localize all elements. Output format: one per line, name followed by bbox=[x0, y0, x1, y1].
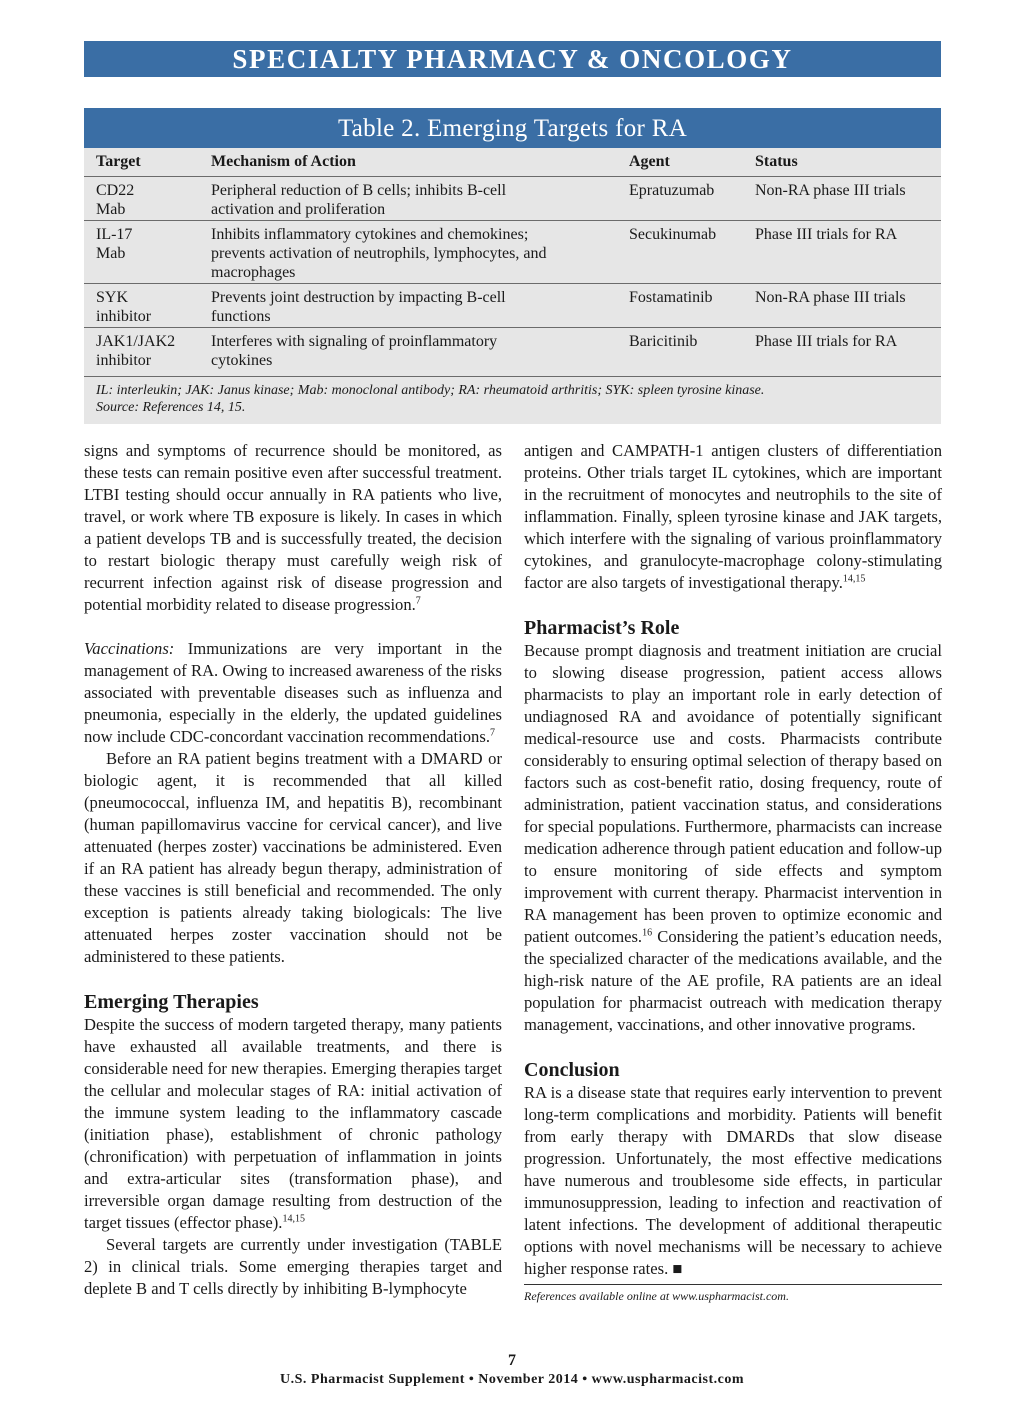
end-mark-icon: ■ bbox=[672, 1259, 683, 1278]
right-column bbox=[524, 440, 942, 1304]
table-title: Table 2. Emerging Targets for RA bbox=[84, 108, 941, 148]
table-notes bbox=[96, 382, 764, 416]
cell-status: Non-RA phase III trials bbox=[755, 182, 906, 199]
heading-conclusion: Conclusion bbox=[524, 1059, 620, 1081]
cell-target: CD22 Mab bbox=[96, 182, 135, 218]
table-row bbox=[84, 283, 941, 327]
cell-mechanism: Interferes with signaling of proinflammatory cytokines bbox=[211, 333, 498, 369]
heading-pharmacists-role: Pharmacist’s Role bbox=[524, 617, 680, 639]
paragraph: Before an RA patient begins treatment with a DMARD or biologic agent, it is recommended that all killed (pneumococcal, influenza IM, and hepatitis B), recombinant (human papillomavirus vaccine for cervical cancer), and live attenuated (herpes zoster) vaccinations be administered. Even if an RA patient has already begun therapy, administration of these vaccines is still beneficial and recommended. The only exception is patients already taking biologicals: The live attenuated herpes zoster vaccination should not be administered to these patients. bbox=[84, 749, 502, 966]
paragraph: signs and symptoms of recurrence should be monitored, as these tests can remain positive even after successful treatment. LTBI testing should occur annually in RA patients who live, travel, or work where TB exposure is likely. In cases in which a patient develops TB and is successfully treated, the decision to restart biologic therapy must carefully weigh risk of recurrent infection against risk of disease progression and potential morbidity related to disease progression.$^7$ bbox=[84, 441, 502, 614]
cell-agent: Secukinumab bbox=[629, 226, 717, 243]
cell-mechanism: Peripheral reduction of B cells; inhibits B-cell activation and proliferation bbox=[211, 182, 507, 218]
paragraph: RA is a disease state that requires early intervention to prevent long-term complications and morbidity. Patients will benefit from early therapy with DMARDs that slow disease progression. Unfortunately, the most effective medications have numerous and troublesome side effects, in particular immunosuppression, leading to infection and reactivation of latent infections. The development of additional therapeutic options with novel mechanisms will be necessary to achieve higher response rates. ■ bbox=[524, 1083, 942, 1278]
paragraph-vaccinations: Vaccinations: Immunizations are very important in the management of RA. Owing to increased awareness of the risks associated with preventable diseases such as influenza and pneumonia, especially in the elderly, the updated guidelines now include CDC-concordant vaccination recommendations.$^7$ bbox=[84, 639, 502, 746]
table-source: Source: References 14, 15. bbox=[96, 400, 246, 415]
cell-status: Phase III trials for RA bbox=[755, 226, 898, 243]
table-header-row bbox=[84, 148, 941, 176]
paragraph: Several targets are currently under investigation (TABLE 2) in clinical trials. Some emerging therapies target and deplete B and T cells directly by inhibiting B-lymphocyte bbox=[84, 1235, 502, 1298]
cell-target: IL-17 Mab bbox=[96, 226, 133, 262]
section-banner: SPECIALTY PHARMACY & ONCOLOGY bbox=[84, 41, 941, 77]
references-note: References available online at www.uspharmacist.com. bbox=[524, 1284, 942, 1304]
cell-mechanism: Prevents joint destruction by impacting B-cell functions bbox=[211, 289, 506, 325]
cell-mechanism: Inhibits inflammatory cytokines and chemokines; prevents activation of neutrophils, lymphocytes, and macrophages bbox=[211, 226, 547, 281]
cell-agent: Epratuzumab bbox=[629, 182, 715, 199]
page-number: 7 bbox=[508, 1352, 516, 1369]
cell-agent: Fostamatinib bbox=[629, 289, 713, 306]
cell-status: Non-RA phase III trials bbox=[755, 289, 906, 306]
column-header-target: Target bbox=[96, 153, 141, 170]
cell-agent: Baricitinib bbox=[629, 333, 698, 350]
paragraph: antigen and CAMPATH-1 antigen clusters of differentiation proteins. Other trials target IL cytokines, which are important in the recruitment of monocytes and neutrophils to the site of inflammation. Finally, spleen tyrosine kinase and JAK targets, which interfere with the signaling of various proinflammatory cytokines, and granulocyte-macrophage colony-stimulating factor are also targets of investigational therapy.$^{14,15}$ bbox=[524, 441, 942, 592]
targets-table bbox=[84, 108, 941, 424]
column-header-agent: Agent bbox=[629, 153, 670, 170]
cell-status: Phase III trials for RA bbox=[755, 333, 898, 350]
paragraph: Because prompt diagnosis and treatment initiation are crucial to slowing disease progression, patient access allows pharmacists to play an important role in early detection of undiagnosed RA and avoidance of potentially significant medical-resource use and costs. Pharmacists contribute considerably to ensuring optimal selection of therapy based on factors such as cost-benefit ratio, dosing frequency, route of administration, patient vaccination status, and considerations for special populations. Furthermore, pharmacists can increase medication adherence through patient education and follow-up to ensure monitoring of side effects and symptom improvement with current therapy. Pharmacist intervention in RA management has been proven to optimize economic and patient outcomes.$^{16}$ Considering the patient’s education needs, the specialized character of the medications available, and the high-risk nature of the AE profile, RA patients are an ideal population for pharmacist outreach with medication therapy management, vaccinations, and other innovative programs. bbox=[524, 641, 942, 1034]
column-header-mechanism: Mechanism of Action bbox=[211, 153, 356, 170]
table-row bbox=[84, 327, 941, 377]
footer-line: U.S. Pharmacist Supplement • November 2014 • www.uspharmacist.com bbox=[280, 1372, 744, 1387]
run-in-heading: Vaccinations: bbox=[84, 639, 175, 658]
column-header-status: Status bbox=[755, 153, 798, 170]
table-row bbox=[84, 176, 941, 220]
cell-target: JAK1/JAK2 inhibitor bbox=[96, 333, 176, 369]
table-row bbox=[84, 220, 941, 283]
paragraph: Despite the success of modern targeted therapy, many patients have exhausted all available treatments, and there is considerable need for new therapies. Emerging therapies target the cellular and molecular stages of RA: initial activation of the immune system leading to the inflammatory cascade (initiation phase), establishment of chronic pathology (chronification) with perpetuation of inflammation in joints and extra-articular sites (transformation phase), and irreversible organ damage resulting from destruction of the target tissues (effector phase).$^{14,15}$ bbox=[84, 1015, 502, 1232]
table-abbreviations: IL: interleukin; JAK: Janus kinase; Mab: monoclonal antibody; RA: rheumatoid arthritis; SYK: spleen tyrosine kinase. bbox=[96, 383, 765, 398]
heading-emerging-therapies: Emerging Therapies bbox=[84, 991, 259, 1013]
cell-target: SYK inhibitor bbox=[96, 289, 152, 325]
left-column bbox=[84, 440, 502, 1300]
